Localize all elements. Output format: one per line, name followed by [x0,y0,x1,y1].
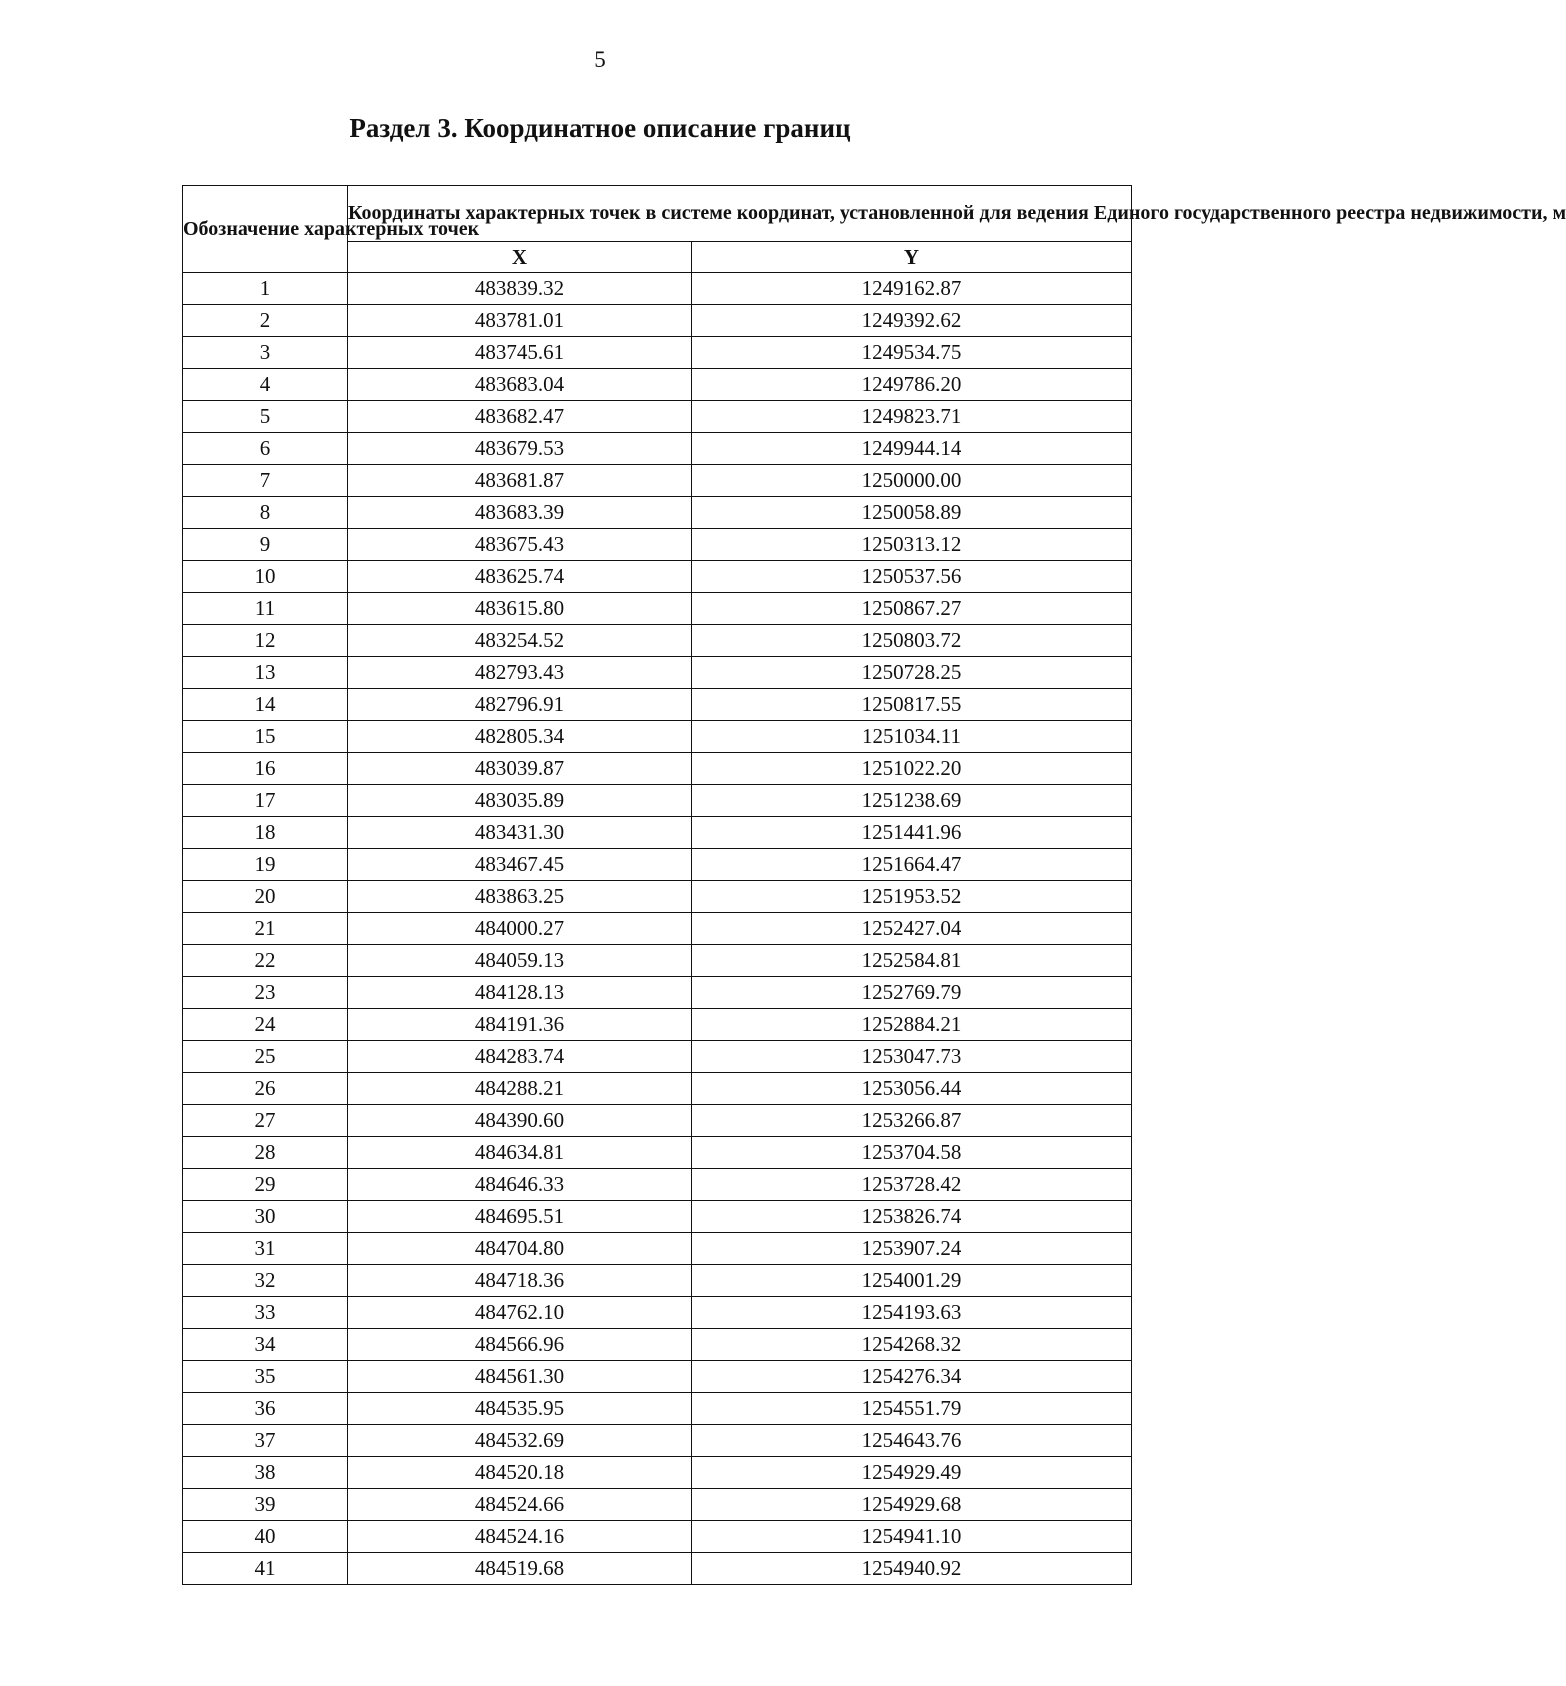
point-id-cell: 20 [183,881,348,913]
y-coordinate-cell: 1249786.20 [692,369,1132,401]
table-row [183,1489,1132,1521]
point-id-cell: 35 [183,1361,348,1393]
point-id-cell: 17 [183,785,348,817]
table-row [183,1521,1132,1553]
point-id-cell: 21 [183,913,348,945]
point-id-cell: 1 [183,273,348,305]
y-coordinate-cell: 1251034.11 [692,721,1132,753]
x-coordinate-cell: 483681.87 [348,465,692,497]
y-coordinate-cell: 1254940.92 [692,1553,1132,1585]
table-row [183,945,1132,977]
point-id-cell: 11 [183,593,348,625]
table-row [183,849,1132,881]
point-id-cell: 23 [183,977,348,1009]
x-coordinate-cell: 483035.89 [348,785,692,817]
y-coordinate-cell: 1253728.42 [692,1169,1132,1201]
x-axis-header: X [348,242,692,273]
y-coordinate-cell: 1250803.72 [692,625,1132,657]
table-row [183,657,1132,689]
y-coordinate-cell: 1254193.63 [692,1297,1132,1329]
point-id-cell: 37 [183,1425,348,1457]
table-row [183,1169,1132,1201]
table-body [183,273,1132,1585]
table-row [183,625,1132,657]
y-coordinate-cell: 1253826.74 [692,1201,1132,1233]
y-coordinate-cell: 1254276.34 [692,1361,1132,1393]
y-coordinate-cell: 1251238.69 [692,785,1132,817]
y-coordinate-cell: 1253047.73 [692,1041,1132,1073]
point-id-cell: 14 [183,689,348,721]
point-id-cell: 2 [183,305,348,337]
x-coordinate-cell: 484561.30 [348,1361,692,1393]
table-row [183,913,1132,945]
point-id-cell: 28 [183,1137,348,1169]
y-coordinate-cell: 1251441.96 [692,817,1132,849]
y-coordinate-cell: 1249534.75 [692,337,1132,369]
table-row [183,305,1132,337]
y-coordinate-cell: 1250313.12 [692,529,1132,561]
point-id-cell: 33 [183,1297,348,1329]
y-coordinate-cell: 1252584.81 [692,945,1132,977]
table-row [183,1137,1132,1169]
point-id-cell: 13 [183,657,348,689]
point-id-cell: 6 [183,433,348,465]
table-row [183,401,1132,433]
x-coordinate-cell: 483679.53 [348,433,692,465]
y-coordinate-cell: 1253907.24 [692,1233,1132,1265]
x-coordinate-cell: 482805.34 [348,721,692,753]
x-coordinate-cell: 483039.87 [348,753,692,785]
y-coordinate-cell: 1249944.14 [692,433,1132,465]
table-row [183,785,1132,817]
y-coordinate-cell: 1250000.00 [692,465,1132,497]
table-row [183,881,1132,913]
x-coordinate-cell: 484695.51 [348,1201,692,1233]
y-coordinate-cell: 1249162.87 [692,273,1132,305]
table-row [183,1105,1132,1137]
coordinate-system-header: Координаты характерных точек в системе координат, установленной для ведения Единого государственного реестра недвижимости, м [348,186,1132,242]
point-id-cell: 10 [183,561,348,593]
y-coordinate-cell: 1254643.76 [692,1425,1132,1457]
table-row [183,1041,1132,1073]
x-coordinate-cell: 484532.69 [348,1425,692,1457]
point-id-cell: 26 [183,1073,348,1105]
x-coordinate-cell: 483682.47 [348,401,692,433]
point-id-cell: 18 [183,817,348,849]
header-row [183,186,1132,242]
table-row [183,465,1132,497]
table-row [183,1329,1132,1361]
table-row [183,753,1132,785]
y-coordinate-cell: 1250817.55 [692,689,1132,721]
x-coordinate-cell: 482793.43 [348,657,692,689]
y-coordinate-cell: 1252769.79 [692,977,1132,1009]
table-row [183,1457,1132,1489]
x-coordinate-cell: 483675.43 [348,529,692,561]
table-row [183,1009,1132,1041]
y-coordinate-cell: 1254941.10 [692,1521,1132,1553]
table-row [183,369,1132,401]
x-coordinate-cell: 484520.18 [348,1457,692,1489]
y-coordinate-cell: 1251022.20 [692,753,1132,785]
table-row [183,689,1132,721]
x-coordinate-cell: 484524.66 [348,1489,692,1521]
point-id-cell: 32 [183,1265,348,1297]
y-coordinate-cell: 1254268.32 [692,1329,1132,1361]
y-coordinate-cell: 1253266.87 [692,1105,1132,1137]
x-coordinate-cell: 483781.01 [348,305,692,337]
x-coordinate-cell: 484000.27 [348,913,692,945]
x-coordinate-cell: 484566.96 [348,1329,692,1361]
point-id-cell: 29 [183,1169,348,1201]
x-coordinate-cell: 484288.21 [348,1073,692,1105]
x-coordinate-cell: 484646.33 [348,1169,692,1201]
y-coordinate-cell: 1250728.25 [692,657,1132,689]
x-coordinate-cell: 483467.45 [348,849,692,881]
table-row [183,1393,1132,1425]
y-coordinate-cell: 1252427.04 [692,913,1132,945]
y-coordinate-cell: 1250537.56 [692,561,1132,593]
x-coordinate-cell: 484128.13 [348,977,692,1009]
point-id-cell: 3 [183,337,348,369]
x-coordinate-cell: 483615.80 [348,593,692,625]
x-coordinate-cell: 484762.10 [348,1297,692,1329]
table-row [183,593,1132,625]
table-row [183,529,1132,561]
table-row [183,337,1132,369]
table-row [183,1201,1132,1233]
table-row [183,977,1132,1009]
point-id-cell: 36 [183,1393,348,1425]
point-id-cell: 7 [183,465,348,497]
y-coordinate-cell: 1249823.71 [692,401,1132,433]
x-coordinate-cell: 482796.91 [348,689,692,721]
x-coordinate-cell: 483254.52 [348,625,692,657]
y-coordinate-cell: 1254001.29 [692,1265,1132,1297]
point-id-cell: 22 [183,945,348,977]
point-id-cell: 15 [183,721,348,753]
point-id-cell: 31 [183,1233,348,1265]
point-id-cell: 12 [183,625,348,657]
x-coordinate-cell: 484059.13 [348,945,692,977]
point-id-cell: 4 [183,369,348,401]
x-coordinate-cell: 484283.74 [348,1041,692,1073]
point-id-cell: 19 [183,849,348,881]
coordinates-table [182,185,1566,1585]
point-id-cell: 25 [183,1041,348,1073]
x-coordinate-cell: 483625.74 [348,561,692,593]
table-row [183,273,1132,305]
point-label-header: Обозначение характерных точек [183,186,348,273]
table-row [183,817,1132,849]
table-row [183,561,1132,593]
point-id-cell: 40 [183,1521,348,1553]
point-id-cell: 24 [183,1009,348,1041]
table-row [183,497,1132,529]
section-title: Раздел 3. Координатное описание границ [349,113,851,143]
x-coordinate-cell: 483431.30 [348,817,692,849]
table-row [183,1553,1132,1585]
x-coordinate-cell: 484634.81 [348,1137,692,1169]
page-number: 5 [594,47,606,72]
x-coordinate-cell: 483839.32 [348,273,692,305]
point-id-cell: 16 [183,753,348,785]
x-coordinate-cell: 483745.61 [348,337,692,369]
x-coordinate-cell: 484390.60 [348,1105,692,1137]
point-id-cell: 30 [183,1201,348,1233]
y-coordinate-cell: 1250867.27 [692,593,1132,625]
y-coordinate-cell: 1250058.89 [692,497,1132,529]
point-id-cell: 5 [183,401,348,433]
y-coordinate-cell: 1252884.21 [692,1009,1132,1041]
table-row [183,433,1132,465]
point-id-cell: 39 [183,1489,348,1521]
x-coordinate-cell: 484519.68 [348,1553,692,1585]
table-row [183,1073,1132,1105]
table-row [183,1297,1132,1329]
y-coordinate-cell: 1251664.47 [692,849,1132,881]
table-row [183,721,1132,753]
table-row [183,1233,1132,1265]
y-coordinate-cell: 1251953.52 [692,881,1132,913]
y-axis-header: Y [692,242,1132,273]
y-coordinate-cell: 1253704.58 [692,1137,1132,1169]
y-coordinate-cell: 1254929.49 [692,1457,1132,1489]
y-coordinate-cell: 1254929.68 [692,1489,1132,1521]
point-id-cell: 27 [183,1105,348,1137]
table-header [183,186,1566,273]
point-id-cell: 34 [183,1329,348,1361]
x-coordinate-cell: 483863.25 [348,881,692,913]
y-coordinate-cell: 1249392.62 [692,305,1132,337]
table-row [183,1361,1132,1393]
table-row [183,1265,1132,1297]
point-id-cell: 8 [183,497,348,529]
point-id-cell: 41 [183,1553,348,1585]
point-id-cell: 38 [183,1457,348,1489]
x-coordinate-cell: 484535.95 [348,1393,692,1425]
table-row [183,1425,1132,1457]
x-coordinate-cell: 483683.39 [348,497,692,529]
point-id-cell: 9 [183,529,348,561]
x-coordinate-cell: 484524.16 [348,1521,692,1553]
x-coordinate-cell: 484191.36 [348,1009,692,1041]
x-coordinate-cell: 484718.36 [348,1265,692,1297]
y-coordinate-cell: 1254551.79 [692,1393,1132,1425]
x-coordinate-cell: 484704.80 [348,1233,692,1265]
x-coordinate-cell: 483683.04 [348,369,692,401]
y-coordinate-cell: 1253056.44 [692,1073,1132,1105]
